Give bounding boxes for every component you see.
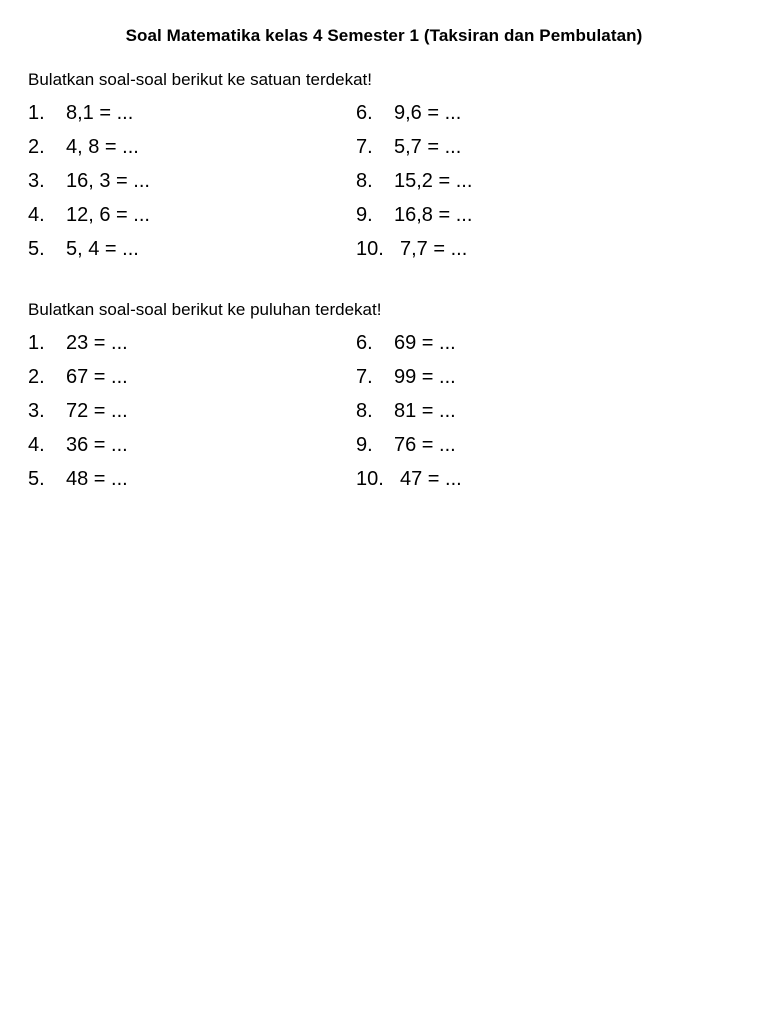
section-instruction: Bulatkan soal-soal berikut ke puluhan terdekat!	[28, 300, 382, 319]
question-number: 10.	[356, 467, 384, 490]
question-number: 6.	[356, 101, 373, 124]
question-text: 16, 3 = ...	[66, 169, 150, 192]
question-number: 4.	[28, 433, 45, 456]
question-number: 7.	[356, 365, 373, 388]
question-text: 23 = ...	[66, 331, 128, 354]
question-number: 5.	[28, 237, 45, 260]
question-number: 9.	[356, 433, 373, 456]
question-item	[28, 198, 356, 232]
question-text: 8,1 = ...	[66, 101, 134, 124]
question-number: 1.	[28, 101, 45, 124]
question-grid	[28, 96, 748, 266]
question-number: 1.	[28, 331, 45, 354]
question-text: 5,7 = ...	[394, 135, 462, 158]
question-number: 8.	[356, 169, 373, 192]
question-text: 36 = ...	[66, 433, 128, 456]
question-item	[356, 360, 684, 394]
question-number: 10.	[356, 237, 384, 260]
question-text: 7,7 = ...	[400, 237, 468, 260]
question-item	[356, 96, 684, 130]
question-number: 8.	[356, 399, 373, 422]
question-text: 16,8 = ...	[394, 203, 473, 226]
question-item	[28, 164, 356, 198]
question-text: 47 = ...	[400, 467, 462, 490]
question-item	[28, 326, 356, 360]
question-item	[356, 394, 684, 428]
question-text: 67 = ...	[66, 365, 128, 388]
question-item	[356, 130, 684, 164]
question-text: 76 = ...	[394, 433, 456, 456]
question-number: 2.	[28, 365, 45, 388]
question-text: 12, 6 = ...	[66, 203, 150, 226]
question-number: 5.	[28, 467, 45, 490]
question-number: 7.	[356, 135, 373, 158]
question-number: 3.	[28, 169, 45, 192]
question-item	[356, 326, 684, 360]
page-title: Soal Matematika kelas 4 Semester 1 (Taksiran dan Pembulatan)	[125, 26, 643, 45]
question-item	[28, 360, 356, 394]
question-item	[28, 130, 356, 164]
question-text: 99 = ...	[394, 365, 456, 388]
question-item	[356, 198, 684, 232]
question-text: 5, 4 = ...	[66, 237, 139, 260]
section-satuan	[28, 68, 748, 266]
section-instruction: Bulatkan soal-soal berikut ke satuan terdekat!	[28, 70, 372, 89]
question-item	[28, 232, 356, 266]
question-item	[356, 462, 684, 496]
question-item	[356, 164, 684, 198]
question-number: 6.	[356, 331, 373, 354]
question-item	[356, 428, 684, 462]
question-item	[28, 394, 356, 428]
question-number: 2.	[28, 135, 45, 158]
question-item	[28, 96, 356, 130]
question-text: 69 = ...	[394, 331, 456, 354]
question-text: 4, 8 = ...	[66, 135, 139, 158]
question-item	[28, 462, 356, 496]
question-text: 72 = ...	[66, 399, 128, 422]
question-text: 81 = ...	[394, 399, 456, 422]
question-number: 3.	[28, 399, 45, 422]
question-number: 4.	[28, 203, 45, 226]
question-grid	[28, 326, 748, 496]
section-puluhan	[28, 298, 748, 496]
question-text: 48 = ...	[66, 467, 128, 490]
question-item	[356, 232, 684, 266]
question-item	[28, 428, 356, 462]
question-text: 15,2 = ...	[394, 169, 473, 192]
question-number: 9.	[356, 203, 373, 226]
question-text: 9,6 = ...	[394, 101, 462, 124]
